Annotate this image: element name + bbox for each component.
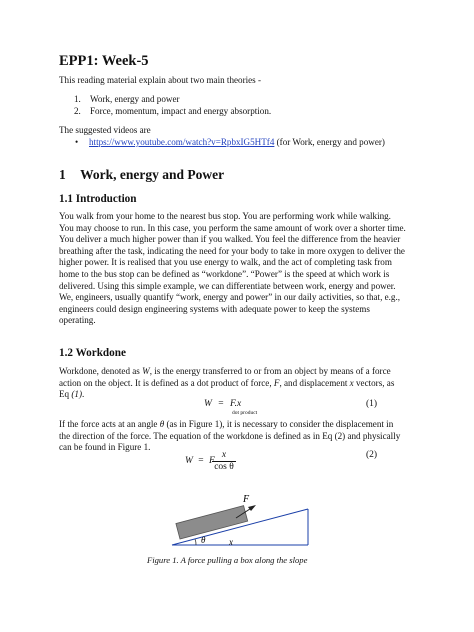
equation-1: W = F.x — [204, 399, 242, 409]
section-heading — [59, 167, 224, 183]
equation-1-number: (1) — [366, 399, 378, 409]
paragraph-line: home to the bus stop can be defined as “workdone”. “Power” is the speed at which work is — [59, 268, 390, 279]
topic-item — [74, 94, 180, 106]
video-note: (for Work, energy and power) — [276, 137, 385, 147]
angle-label: θ — [201, 535, 206, 545]
angle-arc — [195, 539, 196, 545]
equation-2-fraction: x cos θ — [212, 450, 236, 473]
video-item — [75, 137, 385, 149]
force-label: F — [243, 494, 250, 505]
figure-caption: Figure 1. A force pulling a box along the slope — [147, 555, 308, 565]
paragraph-line: operating. — [59, 315, 96, 326]
topic-text: Work, energy and power — [90, 94, 180, 104]
document-title: EPP1: Week-5 — [59, 53, 149, 69]
section-number: 1 — [59, 167, 66, 182]
paragraph-line: breathing after the task, indicating the need for your body to take in more oxygen to deliver the — [59, 245, 405, 256]
topic-number: 2. — [74, 106, 81, 116]
equation-2-number: (2) — [366, 450, 378, 460]
displacement-label: x — [229, 537, 233, 547]
paragraph-line: You deliver a much higher power than if you walked. You feel the difference from the heavier — [59, 234, 401, 245]
equation-2: W = F — [185, 456, 215, 466]
intro-text: This reading material explain about two main theories - — [59, 75, 262, 85]
paragraph-line: We, engineers, usually quantify “work, energy and power” in our daily activities, so that, e.g., — [59, 292, 401, 303]
paragraph-line: engineers could design engineering systems with adequate power to keep the systems — [59, 303, 370, 314]
paragraph-line: You may choose to run. In this case, you perform the same amount of work over a shorter time. — [59, 222, 406, 233]
subsection-heading: 1.1 Introduction — [59, 193, 137, 205]
topic-item — [74, 106, 272, 118]
angle-paragraph: If the force acts at an angle θ (as in Figure 1), it is necessary to consider the displacement in the direction of the force. The equation of the workdone is defined as in Eq (2) and physically can be found in Figure 1. — [59, 419, 401, 453]
topic-number: 1. — [74, 94, 81, 104]
video-link[interactable]: https://www.youtube.com/watch?v=RpbxIG5HTf4 — [89, 137, 275, 147]
bullet-icon: • — [75, 137, 79, 147]
workdone-paragraph: Workdone, denoted as W, is the energy transferred to or from an object by means of a force action on the object. It is defined as a dot product of force, F, and displacement x vectors, as Eq (1). — [59, 366, 395, 400]
section-title: Work, energy and Power — [80, 167, 225, 182]
intro-paragraph — [59, 211, 415, 327]
dot-product-note: dot product — [232, 410, 258, 416]
subsection-heading: 1.2 Workdone — [59, 347, 126, 359]
videos-label: The suggested videos are — [59, 125, 151, 135]
paragraph-line: You walk from your home to the nearest bus stop. You are performing work while walking. — [59, 211, 391, 221]
slope-figure — [170, 485, 320, 550]
paragraph-line: higher power. It is realised that you use energy to walk, and the act of completing task from — [59, 257, 392, 268]
paragraph-line: delivered. Using this simple example, we can differentiate between work, energy and power. — [59, 280, 396, 291]
topic-text: Force, momentum, impact and energy absorption. — [90, 106, 272, 116]
